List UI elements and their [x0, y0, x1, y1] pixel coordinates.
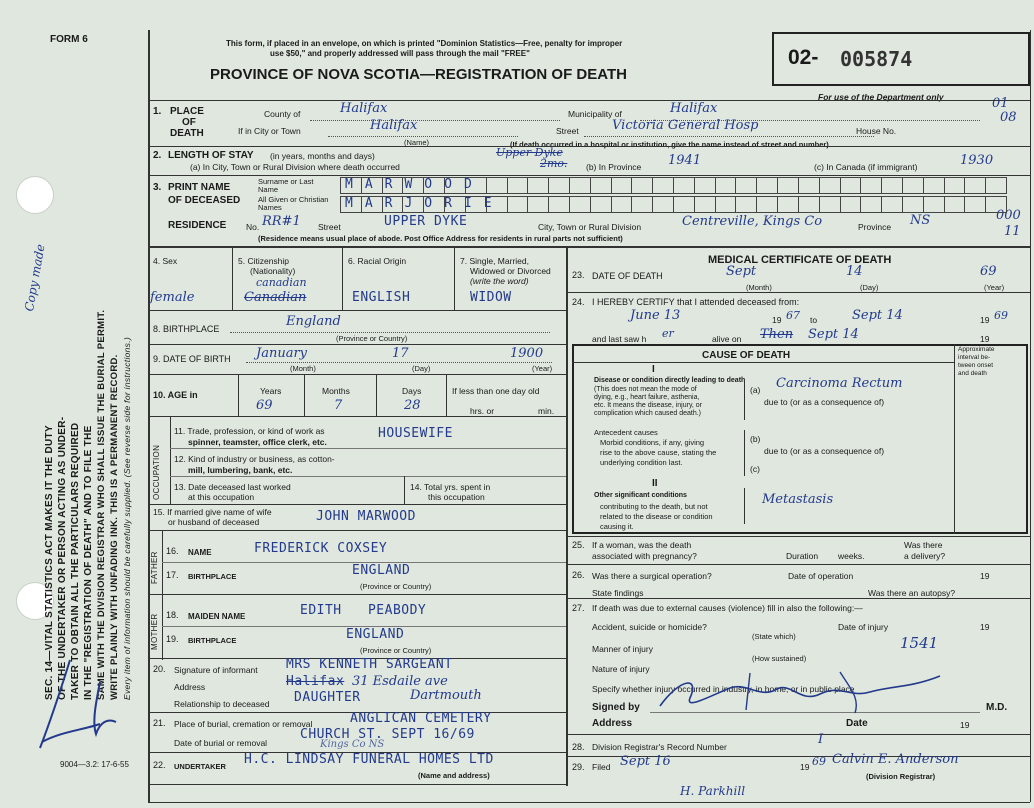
undertaker-value: H.C. LINDSAY FUNERAL HOMES LTD	[244, 752, 494, 767]
hrs-or-label: hrs. or	[470, 406, 495, 416]
age-months: 7	[334, 398, 343, 413]
punch-hole-top	[16, 176, 54, 214]
manner-label: Manner of injury	[592, 644, 653, 654]
state-which-hint: (State which)	[752, 632, 796, 641]
birthplace-label: 8. BIRTHPLACE	[153, 324, 220, 334]
s20-label: Signature of informant	[174, 665, 258, 675]
autopsy-label: Was there an autopsy?	[868, 588, 956, 598]
burial-place: ANGLICAN CEMETERY	[350, 711, 492, 726]
spouse-value: JOHN MARWOOD	[316, 509, 416, 524]
s24-number: 24.	[572, 297, 585, 307]
s17-number: 17.	[166, 570, 179, 580]
county-label: County of	[264, 109, 301, 119]
s2a-label: (a) In City, Town or Rural Division where death occurred	[190, 162, 400, 172]
filed-date: Sept 16	[620, 754, 671, 769]
antecedent-line-2: Morbid conditions, if any, giving	[600, 438, 705, 447]
dob-label: 9. DATE OF BIRTH	[153, 354, 231, 364]
municipality-value: Halifax	[670, 101, 718, 116]
s13-label: 13. Date deceased last worked	[174, 482, 291, 492]
s25-number: 25.	[572, 540, 585, 550]
age-days: 28	[404, 398, 421, 413]
last-saw-struck: Then	[760, 327, 794, 342]
sex-value: female	[150, 290, 195, 305]
death-day: 14	[846, 264, 863, 279]
antecedent-line-1: Antecedent causes	[594, 428, 658, 437]
dob-year-hint: (Year)	[532, 364, 553, 373]
s21-date-label: Date of burial or removal	[174, 738, 268, 748]
department-use-label: For use of the Department only	[818, 92, 944, 102]
surname-value: MARWOOD	[345, 177, 484, 192]
s28-number: 28.	[572, 742, 585, 752]
state-findings-label: State findings	[592, 588, 644, 598]
burial-date: CHURCH ST. SEPT 16/69	[300, 727, 475, 742]
interval-label-2: interval be-	[958, 354, 991, 361]
s19-number: 19.	[166, 634, 179, 644]
father-side-label: FATHER	[150, 551, 159, 584]
duration-label: Duration	[786, 551, 819, 561]
md-label: M.D.	[986, 702, 1008, 713]
side-instruction-7: Every item of information should be carefully supplied. (See reverse side for instructions.)	[122, 336, 132, 700]
s1-of: OF	[182, 117, 196, 128]
dob-month-hint: (Month)	[290, 364, 316, 373]
mother-side-label: MOTHER	[150, 613, 159, 650]
side-instruction-5: SAME WITH THE DIVISION REGISTRAR WHO SHALL ISSUE THE BURIAL PERMIT.	[96, 309, 107, 700]
last-saw-date: Sept 14	[808, 327, 859, 342]
death-day-hint: (Day)	[860, 283, 879, 292]
birthplace-hint: (Province or Country)	[336, 334, 408, 343]
disease-line-3: dying, e.g., heart failure, asthenia,	[594, 394, 700, 401]
s12-label: 12. Kind of industry or business, as cotton-	[174, 454, 335, 464]
surname-label: Surname or Last Name	[258, 177, 314, 194]
other-line-3: related to the disease or condition	[600, 512, 713, 521]
s25-label-2: associated with pregnancy?	[592, 551, 697, 561]
registration-number: 005874	[840, 47, 913, 71]
s16-number: 16.	[166, 546, 179, 556]
residence-province-label: Province	[858, 222, 892, 232]
father-name: FREDERICK COXSEY	[254, 541, 388, 556]
stay-c-value: 1930	[960, 153, 994, 168]
less-one-day-label: If less than one day old	[452, 386, 540, 396]
marital-label: 7. Single, Married,	[460, 256, 529, 266]
last-saw-19: 19	[980, 334, 990, 344]
other-line-2: contributing to the death, but not	[600, 502, 708, 511]
citizenship-new: canadian	[256, 276, 307, 289]
s1-death: DEATH	[170, 128, 204, 139]
medical-certificate-title: MEDICAL CERTIFICATE OF DEATH	[708, 254, 892, 266]
due-to-2: due to (or as a consequence of)	[764, 446, 885, 456]
residence-no-value: RR#1	[262, 214, 301, 229]
attended-from-19: 19	[772, 315, 782, 325]
citizenship-struck: Canadian	[244, 290, 307, 305]
side-instruction-4: IN THE "REGISTRATION OF DEATH" AND TO FILE THE	[83, 425, 94, 700]
birthplace-value: England	[286, 314, 341, 329]
roman-one: I	[652, 364, 655, 375]
other-conditions-value: Metastasis	[762, 492, 834, 507]
date-injury-label: Date of injury	[838, 622, 889, 632]
given-label: All Given or Christian Names	[258, 195, 329, 212]
s18-number: 18.	[166, 610, 179, 620]
physician-signature-scribble	[650, 668, 950, 718]
nationality-hint: (Nationality)	[250, 266, 296, 276]
days-label: Days	[402, 386, 422, 396]
s29-number: 29.	[572, 762, 585, 772]
disease-line-2: (This does not mean the mode of	[594, 386, 697, 393]
address-med-label: Address	[592, 718, 633, 729]
mother-name: EDITH PEABODY	[300, 603, 427, 618]
burial-extra: Kings Co NS	[320, 739, 385, 750]
accident-label: Accident, suicide or homicide?	[592, 622, 707, 632]
last-saw-suffix: er	[662, 327, 674, 340]
s23-label: DATE OF DEATH	[592, 271, 663, 281]
s13-label-2: at this occupation	[188, 492, 255, 502]
residence-division-value: Centreville, Kings Co	[682, 214, 823, 229]
s23-number: 23.	[572, 270, 585, 280]
date-med-19: 19	[960, 720, 970, 730]
other-line-1: Other significant conditions	[594, 492, 687, 499]
informant-value: MRS KENNETH SARGEANT	[286, 657, 453, 672]
attended-to: Sept 14	[852, 308, 903, 323]
s21-label: Place of burial, cremation or removal	[174, 719, 313, 729]
s22-label: UNDERTAKER	[174, 762, 226, 771]
s24-label: I HEREBY CERTIFY that I attended deceased from:	[592, 297, 800, 307]
antecedent-line-3: rise to the above cause, stating the	[600, 448, 717, 457]
antecedent-line-4: underlying condition last.	[600, 458, 683, 467]
death-year-hint: (Year)	[984, 283, 1005, 292]
cause-a-value: Carcinoma Rectum	[776, 376, 903, 391]
dob-month: January	[256, 346, 308, 361]
years-label: Years	[260, 386, 282, 396]
s28-label: Division Registrar's Record Number	[592, 742, 727, 752]
interval-label-1: Approximate	[958, 346, 995, 353]
attended-to-19: 19	[980, 315, 990, 325]
attended-to-year: 69	[994, 309, 1008, 322]
division-registrar-hint: (Division Registrar)	[866, 772, 936, 781]
s25-label: If a woman, was the death	[592, 540, 692, 550]
county-value: Halifax	[340, 101, 388, 116]
s18-label: MAIDEN NAME	[188, 612, 246, 621]
footer-code: 9004—3.2: 17-6-55	[60, 760, 129, 769]
residence-city-label: City, Town or Rural Division	[538, 222, 642, 232]
envelope-note-2: use $50," and properly addressed will pass through the mail "FREE"	[270, 49, 530, 58]
weeks-label: weeks.	[838, 551, 865, 561]
was-there-label: Was there	[904, 540, 943, 550]
residence-street-value: UPPER DYKE	[384, 214, 468, 229]
date-med-label: Date	[846, 718, 868, 729]
father-birthplace-hint: (Province or Country)	[360, 582, 432, 591]
residence-street-label: Street	[318, 222, 341, 232]
last-saw-label: and last saw h	[592, 334, 647, 344]
s16-label: NAME	[188, 548, 212, 557]
s2-label: LENGTH OF STAY	[168, 150, 254, 161]
s17-label: BIRTHPLACE	[188, 572, 237, 581]
relationship-value: DAUGHTER	[294, 690, 361, 705]
mother-birthplace-hint: (Province or Country)	[360, 646, 432, 655]
attended-from-year: 67	[786, 309, 800, 322]
side-instruction-2: OF THE UNDERTAKER OR PERSON ACTING AS UNDER-	[57, 416, 68, 700]
s11-label: 11. Trade, profession, or kind of work as	[174, 426, 325, 436]
dob-day-hint: (Day)	[412, 364, 431, 373]
mother-birthplace: ENGLAND	[346, 627, 405, 642]
hospital-note: (If death occurred in a hospital or institution, give the name instead of street and number)	[510, 140, 829, 149]
death-month: Sept	[726, 264, 757, 279]
nature-label: Nature of injury	[592, 664, 650, 674]
filed-year: 69	[812, 755, 826, 768]
stay-a-struck: Upper Dyke	[496, 146, 563, 159]
s12-label-2: mill, lumbering, bank, etc.	[188, 465, 293, 475]
roman-two: II	[652, 478, 658, 489]
s14-label: 14. Total yrs. spent in	[410, 482, 491, 492]
informant-address-struck: Halifax	[286, 674, 345, 689]
relationship-place: Dartmouth	[410, 688, 482, 703]
other-line-4: causing it.	[600, 522, 634, 531]
s19-label: BIRTHPLACE	[188, 636, 237, 645]
dept-code-3: 000	[996, 208, 1021, 223]
residence-label: RESIDENCE	[168, 220, 227, 231]
months-label: Months	[322, 386, 350, 396]
s2b-label: (b) In Province	[586, 162, 642, 172]
side-instruction-3: TAKER TO OBTAIN ALL THE PARTICULARS REQUIRED	[70, 422, 81, 700]
name-hint: (Name)	[404, 138, 430, 147]
age-label: 10. AGE in	[153, 390, 198, 400]
min-label: min.	[538, 406, 555, 416]
residence-no-label: No.	[246, 222, 260, 232]
dept-code-2: 08	[1000, 110, 1017, 125]
if-city-label: If in City or Town	[238, 126, 301, 136]
attended-to-label: to	[810, 315, 818, 325]
death-month-hint: (Month)	[746, 283, 772, 292]
residence-note: (Residence means usual place of abode. Post Office Address for residents in rural parts not sufficient)	[258, 234, 623, 243]
delivery-label: a delivery?	[904, 551, 946, 561]
cause-of-death-title: CAUSE OF DEATH	[702, 350, 791, 361]
alive-on-label: alive on	[712, 334, 742, 344]
s2-hint: (in years, months and days)	[270, 151, 375, 161]
s3-number: 3.	[153, 182, 162, 193]
given-value: MARJORIE	[345, 196, 504, 211]
place-street-value: Victoria General Hosp	[612, 118, 759, 133]
side-instruction-1: SEC. 14—VITAL STATISTICS ACT MAKES IT THE DUTY	[44, 425, 55, 700]
s26-number: 26.	[572, 570, 585, 580]
dob-day: 17	[392, 346, 409, 361]
s22-number: 22.	[153, 760, 166, 770]
dob-year: 1900	[510, 346, 544, 361]
s1-place: PLACE	[170, 106, 204, 117]
s11-label-2: spinner, teamster, office clerk, etc.	[188, 437, 327, 447]
bottom-initials: H. Parkhill	[680, 784, 746, 798]
specify-label: Specify whether injury occurred in industry, in home, or in public place	[592, 684, 855, 694]
margin-note-copy-made: Copy made	[22, 243, 48, 313]
death-year: 69	[980, 264, 997, 279]
registration-number-box	[772, 32, 1030, 86]
attended-from: June 13	[630, 308, 681, 323]
s21-number: 21.	[153, 718, 166, 728]
s20-number: 20.	[153, 664, 166, 674]
occupation-side-label: OCCUPATION	[152, 444, 161, 500]
registrar-signature: Calvin E. Anderson	[832, 752, 959, 767]
relationship-label: Relationship to deceased	[174, 699, 270, 709]
filed-19: 19	[800, 762, 810, 772]
city-value: Halifax	[370, 118, 418, 133]
s15-label-2: or husband of deceased	[168, 517, 260, 527]
s1-number: 1.	[153, 106, 162, 117]
s3-print-name: PRINT NAME	[168, 182, 231, 193]
undertaker-hint: (Name and address)	[418, 771, 490, 780]
marital-label-3: (write the word)	[470, 276, 529, 286]
s27-label: If death was due to external causes (violence) fill in also the following:—	[592, 603, 863, 613]
disease-line-5: complication which caused death.)	[594, 410, 702, 417]
registration-prefix: 02-	[788, 46, 819, 69]
margin-signature-scribble	[30, 652, 130, 762]
s3-of-deceased: OF DECEASED	[168, 195, 241, 206]
signed-by-label: Signed by	[592, 702, 640, 713]
cause-c-label: (c)	[750, 464, 760, 474]
citizenship-label: 5. Citizenship	[238, 256, 290, 266]
s27-19: 19	[980, 622, 990, 632]
interval-label-4: and death	[958, 370, 987, 377]
racial-label: 6. Racial Origin	[348, 256, 407, 266]
occupation-value: HOUSEWIFE	[378, 426, 453, 441]
s27-number: 27.	[572, 603, 585, 613]
informant-address: 31 Esdaile ave	[352, 674, 448, 689]
address-label: Address	[174, 682, 206, 692]
form-title: PROVINCE OF NOVA SCOTIA—REGISTRATION OF DEATH	[210, 66, 627, 83]
house-no-label: House No.	[856, 126, 897, 136]
form-number: FORM 6	[50, 34, 88, 45]
date-operation-label: Date of operation	[788, 571, 854, 581]
s29-label: Filed	[592, 762, 611, 772]
s2-number: 2.	[153, 150, 162, 161]
manner-code: 1541	[900, 634, 939, 652]
side-instruction-6: WRITE PLAINLY WITH UNFADING INK. THIS IS A PERMANENT RECORD.	[109, 354, 120, 700]
cause-a-label: (a)	[750, 385, 761, 395]
residence-province-value: NS	[910, 213, 931, 228]
sex-label: 4. Sex	[153, 256, 178, 266]
cause-b-label: (b)	[750, 434, 761, 444]
disease-line-1: Disease or condition directly leading to death	[594, 377, 746, 384]
s2c-label: (c) In Canada (if immigrant)	[814, 162, 918, 172]
marital-label-2: Widowed or Divorced	[470, 266, 551, 276]
s26-label: Was there a surgical operation?	[592, 571, 712, 581]
stay-b-value: 1941	[668, 153, 702, 168]
marital-value: WIDOW	[470, 290, 512, 305]
dept-code-4: 11	[1004, 224, 1021, 239]
envelope-note-1: This form, if placed in an envelope, on which is printed "Dominion Statistics—Free, penalty for improper	[226, 39, 623, 48]
s15-label: 15. If married give name of wife	[153, 507, 272, 517]
street-label: Street	[556, 126, 579, 136]
s26-19: 19	[980, 571, 990, 581]
interval-label-3: tween onset	[958, 362, 994, 369]
s14-label-2: this occupation	[428, 492, 485, 502]
father-birthplace: ENGLAND	[352, 563, 411, 578]
dept-code-1: 01	[992, 96, 1009, 111]
how-sustained-hint: (How sustained)	[752, 654, 807, 663]
disease-line-4: etc. It means the disease, injury, or	[594, 402, 703, 409]
municipality-label: Municipality of	[568, 109, 622, 119]
stay-a-struck-2: 2mo.	[540, 157, 568, 170]
racial-value: ENGLISH	[352, 290, 411, 305]
record-number-value: I	[818, 732, 824, 747]
due-to-1: due to (or as a consequence of)	[764, 397, 885, 407]
age-years: 69	[256, 398, 273, 413]
